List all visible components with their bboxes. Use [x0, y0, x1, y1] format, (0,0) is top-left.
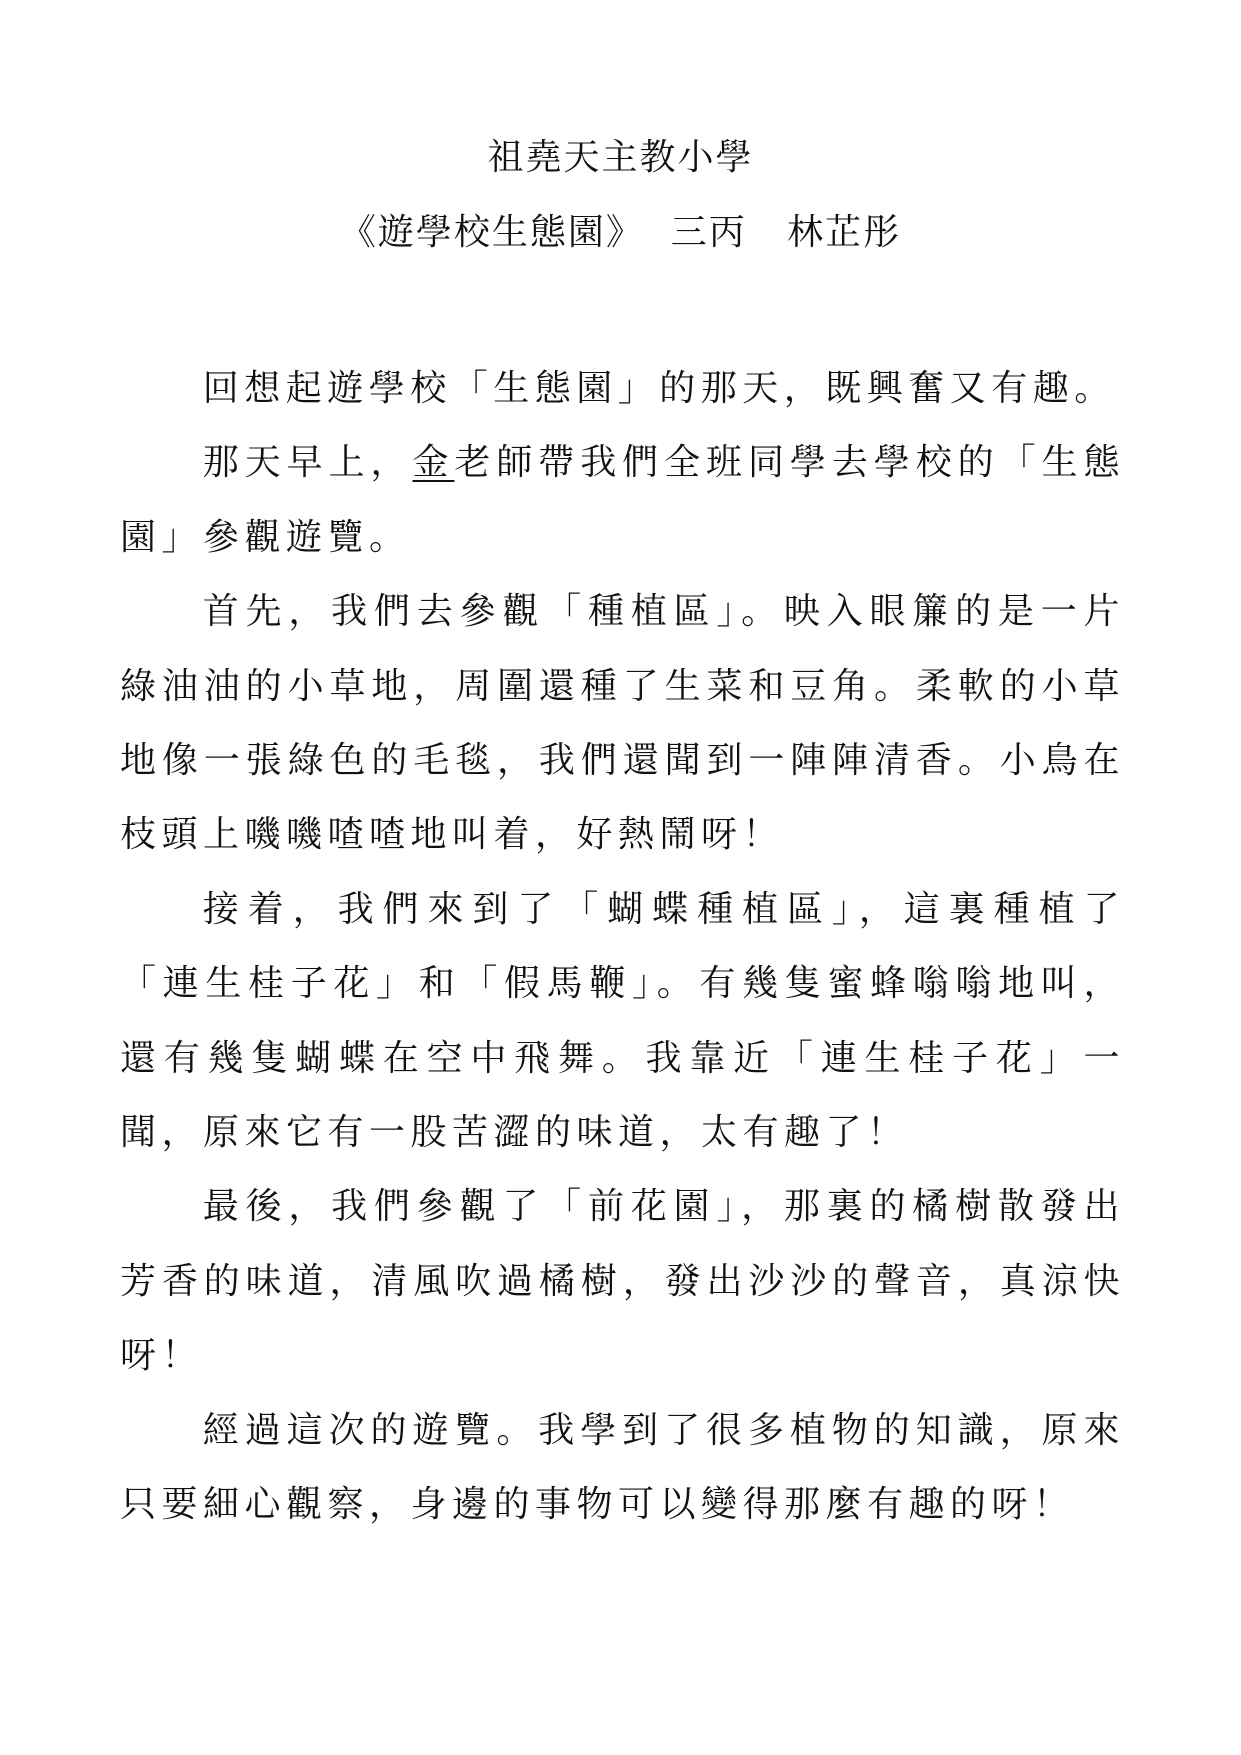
teacher-surname: 金 — [412, 442, 455, 484]
paragraph-4: 接着，我們來到了「蝴蝶種植區」，這裏種植了「連生桂子花」和「假馬鞭」。有幾隻蜜蜂嗡嗡地叫，還有幾隻蝴蝶在空中飛舞。我靠近「連生桂子花」一聞，原來它有一股苦澀的味道，太有趣了！ — [120, 888, 1125, 1154]
paragraph-1: 回想起遊學校「生態園」的那天，既興奮又有趣。 — [202, 368, 1116, 409]
essay-title: 《遊學校生態園》 — [339, 212, 644, 253]
paragraph-5: 最後，我們參觀了「前花園」，那裏的橘樹散發出芳香的味道，清風吹過橘樹，發出沙沙的聲音，真涼快呀！ — [120, 1186, 1125, 1377]
paragraph-3: 首先，我們去參觀「種植區」。映入眼簾的是一片綠油油的小草地，周圍還種了生菜和豆角。柔軟的小草地像一張綠色的毛毯，我們還聞到一陣陣清香。小鳥在枝頭上嘰嘰喳喳地叫着，好熱鬧呀！ — [120, 591, 1125, 856]
author-name: 林芷彤 — [787, 212, 902, 253]
paragraph-2-start: 那天早上， — [202, 442, 413, 484]
paragraph-2 — [120, 426, 1125, 575]
class-name: 三丙 — [670, 212, 747, 253]
school-name: 祖堯天主教小學 — [487, 137, 754, 178]
essay-body — [120, 352, 1125, 1543]
essay-heading — [0, 203, 1241, 263]
paragraph-6: 經過這次的遊覽。我學到了很多植物的知識，原來只要細心觀察，身邊的事物可以變得那麼有趣的呀！ — [120, 1409, 1125, 1526]
paragraph-2-rest: 老師帶我們全班同學去學校的「生態園」參觀遊覽。 — [120, 442, 1125, 558]
